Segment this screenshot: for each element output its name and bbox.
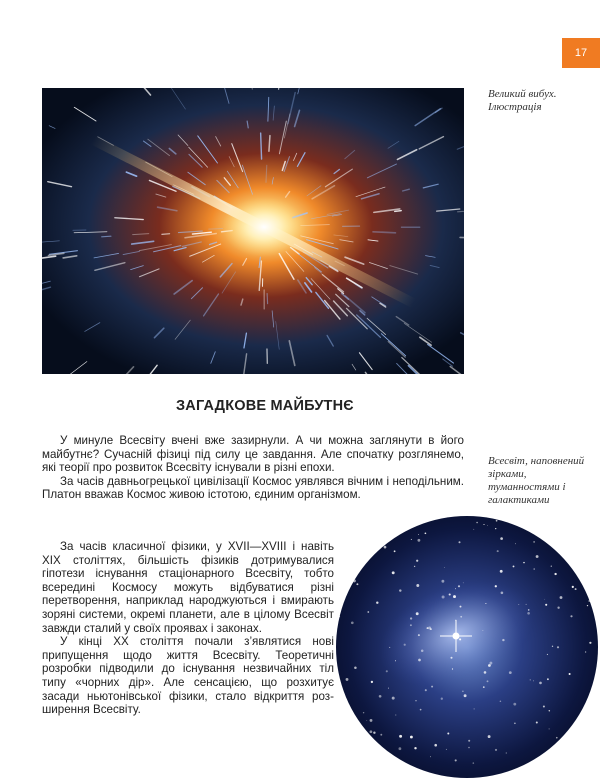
big-bang-illustration [42,88,464,374]
big-bang-caption: Великий вибух. Ілюстрація [488,88,557,113]
body-text-top [42,434,464,502]
galaxy-caption: Всесвіт, наповнений зірками, туманностями і галактиками [488,455,585,506]
section-title: ЗАГАДКОВЕ МАЙБУТНЄ [176,398,354,414]
paragraph: У кінці ХХ століття почали з’являтися нові припущення щодо життя Всесвіту. Теоретичні розробки підводили до існування незвичайних тіл типу «чорних дір». Але сенсацією, що розхитує засади ньютонівської фізики, стало відкриття розширення Всесвіту. [42,635,334,717]
body-text-wrap [42,540,334,717]
galaxy-image [336,516,598,778]
paragraph: За часів класичної фізики, у XVII—XVIII і навіть XIX століттях, більшість фізиків дотримувалися гіпотези існування стаціонарного Всесвіту, тобто всередині Космосу можуть відбуватися різні перетворення, наприклад народжуються і вмирають зоряні системи, окремі планети, але в цілому Всесвіт завжди сталий у своїх проявах і законах. [42,540,334,635]
paragraph: У минуле Всесвіту вчені вже зазирнули. А чи можна заглянути в його майбутнє? Сучасній фізиці під силу це завдання. Але спочатку розглянемо, які теорії про розвиток Всесвіту існували в різні епохи. [42,434,464,475]
paragraph: За часів давньогрецької цивілізації Космос уявлявся вічним і неподільним. Платон вважав Космос живою істотою, єдиним організмом. [42,474,464,502]
page-number: 17 [562,38,600,68]
